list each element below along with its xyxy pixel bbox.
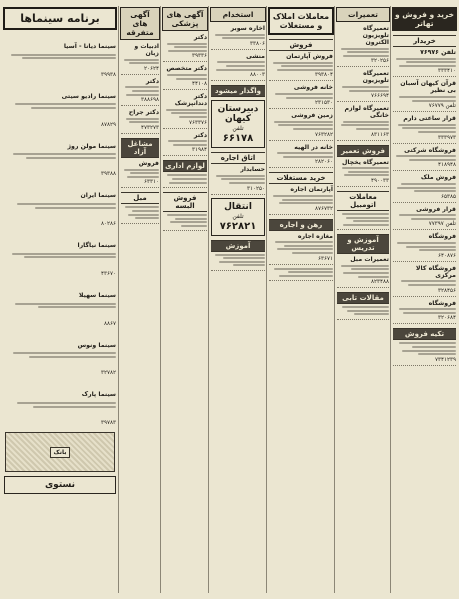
classified-ad xyxy=(211,254,265,271)
classified-ad: فروش ملک ۶۵۳۸۵ xyxy=(393,174,456,202)
classified-ad: خانه در الهیه ۲۸۲۰۶۰ xyxy=(269,144,333,169)
bank-stamp-ad: بانک xyxy=(5,432,115,472)
classified-ad: تعمیرگاه لوازم خانگی ۸۳۱۱۶۳ xyxy=(337,105,389,140)
cinema-listing: سینما سهیلا ۸۸۶۷ xyxy=(4,282,116,329)
section-header-transfer: واگذار میشود xyxy=(211,85,265,97)
column-header-repairs: تعمیرات xyxy=(336,7,390,22)
section-header-room-rent: اتاق اجاره xyxy=(211,152,265,164)
column-header-misc: آگهی های متفرقه xyxy=(120,7,160,40)
classified-ad: دکتر ۳۸۸۶۹۸ xyxy=(121,78,159,106)
column-header-buy-sell: خرید و فروش و تهاتر xyxy=(392,7,457,31)
column-header-cinema: برنامه سینماها xyxy=(3,7,117,30)
classified-ad: فروشگاه ۳۲۰۶۸۴ xyxy=(393,300,456,325)
cinema-listing: سینما رادیو سیتی ۸۷۸۲۹ xyxy=(4,83,116,130)
classified-ad: مغازه اجاره ۶۳۶۷۱ xyxy=(269,233,333,265)
cinema-listing: سینما دیانا - آسیا ۳۹۹۳۸ xyxy=(4,33,116,80)
classified-ad: منشی ۸۸۰۰۳ xyxy=(211,53,265,81)
classified-ad: قرار ساعتی دارم ۳۳۳۹۷۳ xyxy=(393,115,456,143)
classified-ad: قرآن کیهان آسبان بی نظیر تلفن ۷۶۷۷۹ xyxy=(393,80,456,112)
featured-box-ad: انتقال تلفن ۷۶۲۸۲۱ xyxy=(211,198,265,236)
cinema-listing: سینما مولن روژ ۳۹۳۸۸ xyxy=(4,133,116,180)
classified-ad: دکتر دندانپزشک ۷۶۳۳۷۶ xyxy=(163,93,207,128)
classified-ad: فروشگاه ۶۴۰۸۷۶ xyxy=(393,233,456,261)
classified-ad: تلفن ۷۶۹۷۶ ۳۳۳۴۱۰ xyxy=(393,49,456,77)
classified-ad xyxy=(163,214,207,231)
footer-box-ad: نستوی xyxy=(4,476,116,494)
section-header-misc: مقالات تابی xyxy=(337,292,389,304)
classified-ad: اخاره سوبر ۳۳۸۰۶ xyxy=(211,25,265,50)
classified-ad: ادبیات و زبان ۲۰۶۲۴ xyxy=(121,43,159,75)
classified-ad: فروش آپارتمان ۳۹۳۸۰۴ xyxy=(269,53,333,81)
cinema-listing: سینما ایران ۸۰۲۸۶ xyxy=(4,182,116,229)
column-header-real-estate: معاملات املاک و مستغلات xyxy=(268,7,334,35)
classified-ad xyxy=(337,213,389,230)
classified-ad: آپارتمان اجاره ۸۷۶۷۳۲ xyxy=(269,186,333,214)
classified-ad: تعمیرگاه تلویزیون ۷۶۶۶۹۴ xyxy=(337,70,389,102)
classified-ad: دکتر ۳۹۳۳۶ xyxy=(163,34,207,62)
column-buy-sell xyxy=(390,6,458,593)
classified-ad: دکتر جراح ۴۷۳۲۷۳ xyxy=(121,109,159,134)
cinema-listing: سینما نیاگارا ۴۳۶۷۰ xyxy=(4,232,116,279)
section-header-sell: تکیه فروش xyxy=(393,328,456,340)
column-header-medical: آگهی های پزشکی xyxy=(162,7,208,31)
column-real-estate xyxy=(266,6,335,593)
classified-ad: دکتر ۳۱۹۸۴ xyxy=(163,132,207,157)
column-medical xyxy=(160,6,209,593)
classified-ad: فروش ۶۳۳۱۰ xyxy=(121,160,159,188)
cinema-listing: سینما پارک ۳۹۷۸۳ xyxy=(4,381,116,428)
classified-ad: حسابدار ۳۱۰۲۵۰ xyxy=(211,166,265,194)
classified-ad: زمین فروشی ۷۶۳۲۸۲ xyxy=(269,112,333,140)
classified-ad: تعمیرگاه یخچال ۴۹۰۰۳۳ xyxy=(337,159,389,187)
classified-ad: ۷۳۴۱۲۳۹ xyxy=(393,342,456,365)
column-misc xyxy=(118,6,161,593)
classified-ad xyxy=(269,268,333,282)
classified-ad: فروشگاه شرکتی ۴۱۸۹۴۸ xyxy=(393,147,456,172)
featured-box-ad: دبیرستان کیهان تلفن ۶۶۱۷۸ xyxy=(211,100,265,148)
classified-ad: قرار فروشی تلفن ۷۷۳۹۷ xyxy=(393,206,456,231)
section-header-clothing: فروش البسه xyxy=(163,192,207,212)
column-repairs xyxy=(334,6,391,593)
section-header-buyer: خریدار xyxy=(393,35,456,47)
classified-ad: فروشگاه کالا مرکزی ۳۲۸۴۵۶ xyxy=(393,265,456,297)
classified-ad xyxy=(337,306,389,320)
cinema-listing: سینما ونوس ۳۲۷۸۲ xyxy=(4,332,116,379)
classified-ad: دکتر متخصص ۴۴۱۰۸ xyxy=(163,65,207,90)
column-header-employment: استخدام xyxy=(210,7,266,22)
section-header-teaching: آموزش و تدریس xyxy=(337,234,389,254)
section-header-jobs: مشاغل آزاد xyxy=(121,138,159,158)
section-header-cars: معاملات اتومبیل xyxy=(337,191,389,211)
column-employment xyxy=(208,6,267,593)
classified-ad xyxy=(121,206,159,223)
classified-ad: خانه فروشی ۲۳۱۵۳۰ xyxy=(269,84,333,109)
section-header-education: آموزش xyxy=(211,240,265,252)
section-header-repair-sale: فروش تعمیر xyxy=(337,145,389,157)
section-header-sale: فروش xyxy=(269,39,333,51)
section-header-furniture: مبل xyxy=(121,192,159,204)
classified-ad: تعمیرگاه تلویزیون الکترون ۳۲۰۲۵۶ xyxy=(337,25,389,67)
classified-ad xyxy=(163,174,207,188)
section-header-rent: رهن و اجاره xyxy=(269,219,333,231)
section-header-office-supplies: لوازم اداری xyxy=(163,160,207,172)
classified-ad: تعمیرات مبل ۸۲۳۴۸۸ xyxy=(337,256,389,288)
column-cinema-program xyxy=(2,6,118,593)
section-header-purchase: خرید مستغلات xyxy=(269,172,333,184)
